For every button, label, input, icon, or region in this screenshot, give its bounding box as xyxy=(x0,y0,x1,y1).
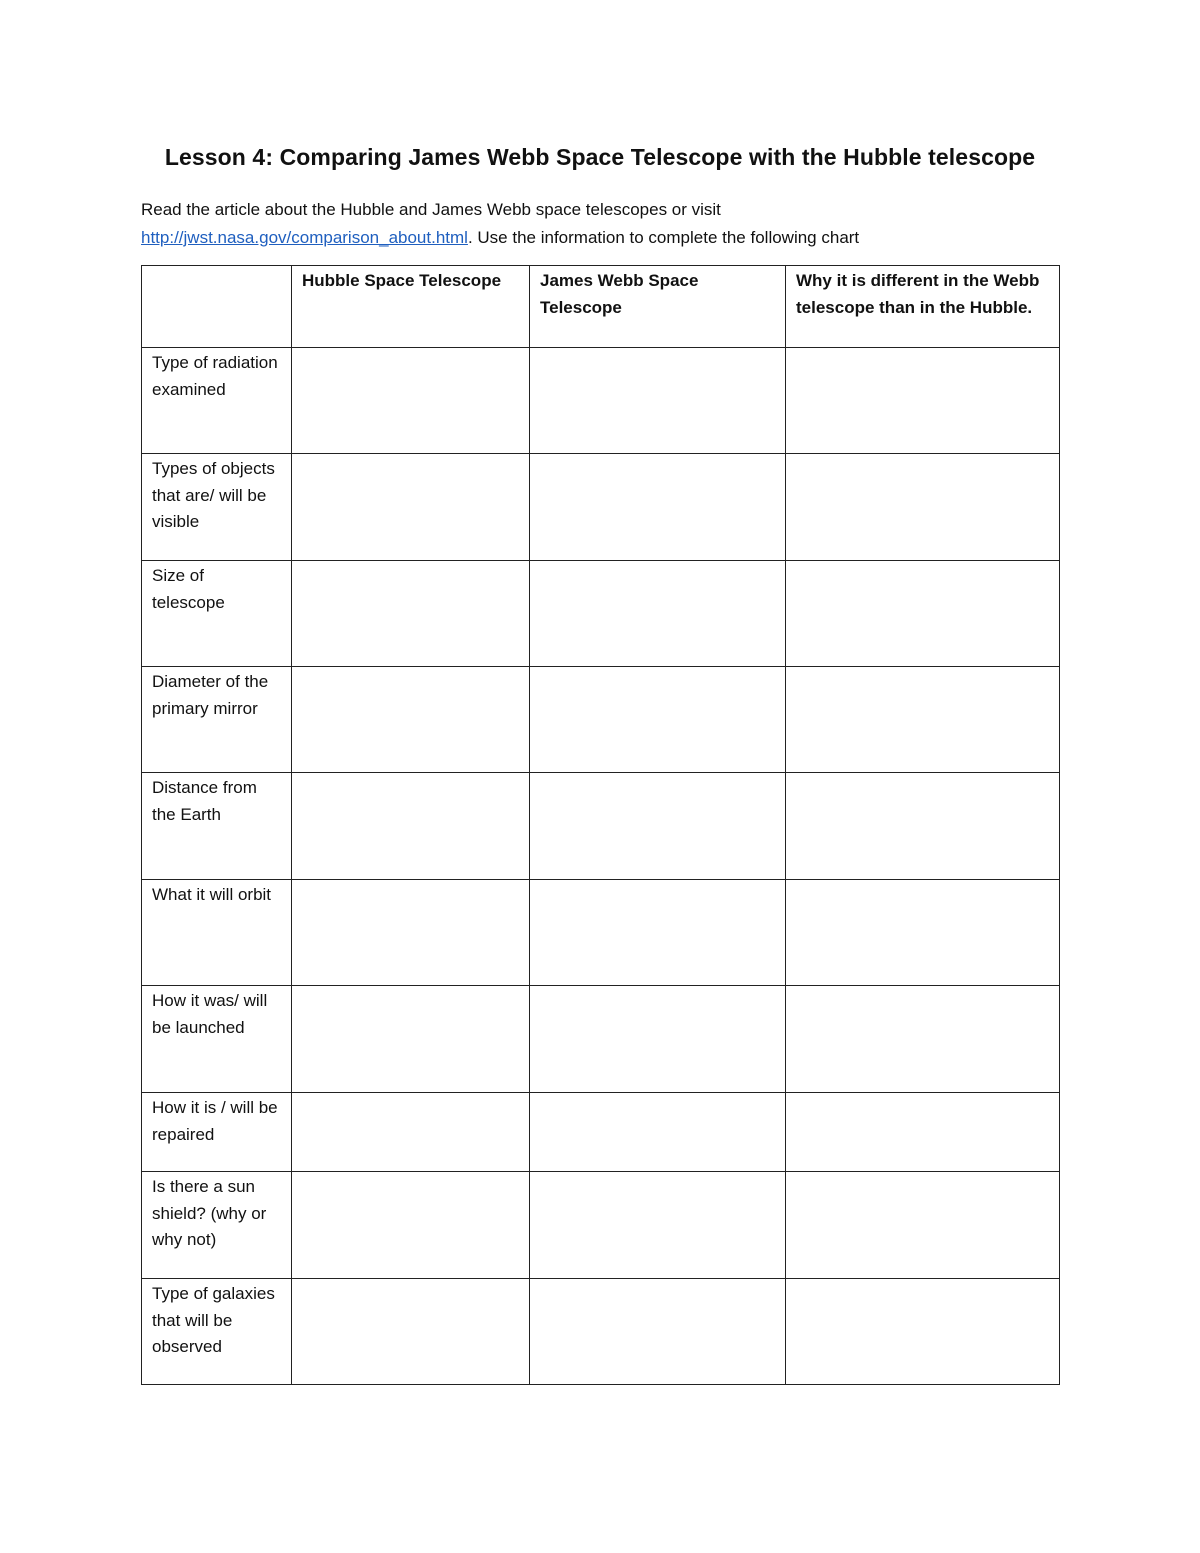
table-row xyxy=(142,1279,1060,1385)
table-row xyxy=(142,986,1060,1093)
answer-cell-hubble[interactable] xyxy=(292,348,530,454)
answer-cell-difference[interactable] xyxy=(786,986,1060,1093)
answer-cell-hubble[interactable] xyxy=(292,561,530,667)
answer-cell-hubble[interactable] xyxy=(292,1093,530,1172)
header-difference: Why it is different in the Webb telescope than in the Hubble. xyxy=(786,266,1060,348)
comparison-chart xyxy=(141,265,1060,1385)
row-label: What it will orbit xyxy=(142,880,292,986)
row-label: How it is / will be repaired xyxy=(142,1093,292,1172)
page-title: Lesson 4: Comparing James Webb Space Telescope with the Hubble telescope xyxy=(164,144,1036,170)
row-label: Diameter of the primary mirror xyxy=(142,667,292,773)
table-row xyxy=(142,773,1060,880)
answer-cell-hubble[interactable] xyxy=(292,454,530,561)
instructions-line-2: . Use the information to complete the following chart xyxy=(467,228,860,247)
answer-cell-difference[interactable] xyxy=(786,773,1060,880)
answer-cell-webb[interactable] xyxy=(530,1172,786,1279)
answer-cell-webb[interactable] xyxy=(530,1093,786,1172)
row-label: How it was/ will be launched xyxy=(142,986,292,1093)
table-row xyxy=(142,667,1060,773)
answer-cell-hubble[interactable] xyxy=(292,667,530,773)
row-label: Distance from the Earth xyxy=(142,773,292,880)
row-label: Type of galaxies that will be observed xyxy=(142,1279,292,1385)
instructions-line-1: Read the article about the Hubble and James Webb space telescopes or visit xyxy=(141,200,721,219)
table-row xyxy=(142,348,1060,454)
answer-cell-difference[interactable] xyxy=(786,561,1060,667)
instructions xyxy=(141,196,1071,252)
answer-cell-hubble[interactable] xyxy=(292,880,530,986)
table-row xyxy=(142,1093,1060,1172)
row-label: Size of telescope xyxy=(142,561,292,667)
header-empty xyxy=(142,266,292,348)
answer-cell-hubble[interactable] xyxy=(292,1172,530,1279)
table-row xyxy=(142,880,1060,986)
answer-cell-webb[interactable] xyxy=(530,667,786,773)
row-label: Type of radiation examined xyxy=(142,348,292,454)
answer-cell-webb[interactable] xyxy=(530,561,786,667)
answer-cell-difference[interactable] xyxy=(786,454,1060,561)
row-label: Types of objects that are/ will be visible xyxy=(142,454,292,561)
answer-cell-hubble[interactable] xyxy=(292,986,530,1093)
table-row xyxy=(142,1172,1060,1279)
answer-cell-hubble[interactable] xyxy=(292,1279,530,1385)
comparison-link[interactable]: http://jwst.nasa.gov/comparison_about.html xyxy=(141,228,468,247)
header-webb: James Webb Space Telescope xyxy=(530,266,786,348)
answer-cell-webb[interactable] xyxy=(530,348,786,454)
answer-cell-hubble[interactable] xyxy=(292,773,530,880)
answer-cell-webb[interactable] xyxy=(530,986,786,1093)
answer-cell-webb[interactable] xyxy=(530,454,786,561)
header-hubble: Hubble Space Telescope xyxy=(292,266,530,348)
header-row xyxy=(142,266,1060,348)
answer-cell-difference[interactable] xyxy=(786,1172,1060,1279)
answer-cell-difference[interactable] xyxy=(786,667,1060,773)
answer-cell-webb[interactable] xyxy=(530,773,786,880)
table-row xyxy=(142,454,1060,561)
answer-cell-difference[interactable] xyxy=(786,880,1060,986)
answer-cell-difference[interactable] xyxy=(786,1279,1060,1385)
row-label: Is there a sun shield? (why or why not) xyxy=(142,1172,292,1279)
table-row xyxy=(142,561,1060,667)
answer-cell-difference[interactable] xyxy=(786,1093,1060,1172)
answer-cell-webb[interactable] xyxy=(530,1279,786,1385)
answer-cell-webb[interactable] xyxy=(530,880,786,986)
answer-cell-difference[interactable] xyxy=(786,348,1060,454)
